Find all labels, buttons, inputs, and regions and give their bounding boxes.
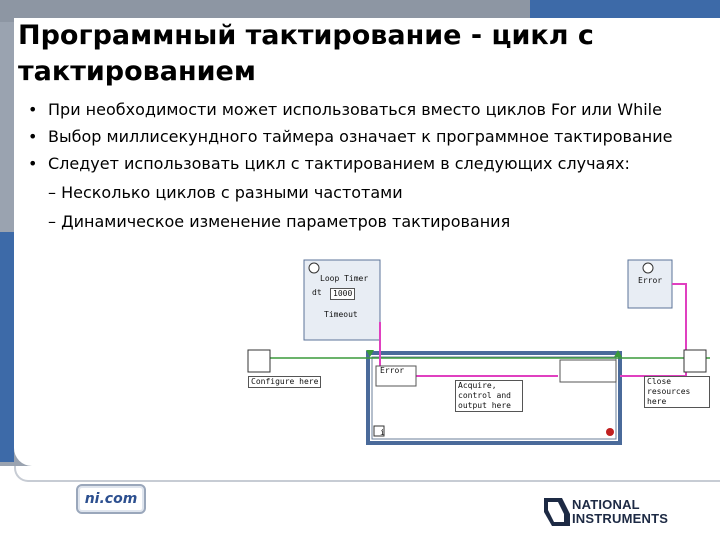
acquire-label: Acquire, control and output here	[455, 380, 523, 412]
timing-label: Timeout	[324, 310, 358, 319]
slide-title: Программный тактирование - цикл с тактированием	[18, 20, 594, 87]
close-label: Close resources here	[644, 376, 710, 408]
brand-line: NATIONAL	[572, 497, 640, 512]
ni-brand-text	[572, 498, 668, 526]
acquire-node	[560, 360, 616, 382]
stop-terminal	[606, 428, 614, 436]
error-label: Error	[638, 276, 663, 285]
bullet-list	[28, 98, 698, 239]
configure-label: Configure here	[248, 376, 321, 388]
bullet-item: • Следует использовать цикл с тактированием в следующих случаях:	[28, 152, 698, 175]
error-label: Error	[380, 366, 405, 375]
sub-bullet-item: – Динамическое изменение параметров тактирования	[48, 212, 511, 231]
footer-divider	[14, 466, 720, 482]
bullet-item: • При необходимости может использоваться вместо циклов For или While	[28, 98, 698, 121]
ni-com-link[interactable]: ni.com	[76, 484, 146, 514]
timed-loop-diagram	[240, 258, 710, 448]
brand-line: INSTRUMENTS	[572, 511, 669, 526]
top-accent-stripe	[530, 0, 720, 18]
sub-bullet-item: – Несколько циклов с разными частотами	[48, 183, 403, 202]
bullet-item: • Выбор миллисекундного таймера означает к программное тактирование	[28, 125, 698, 148]
timing-label: 1000	[330, 288, 355, 300]
timing-label: dt	[312, 288, 322, 297]
timing-label: Loop Timer	[320, 274, 369, 283]
close-icon	[684, 350, 706, 372]
configure-icon	[248, 350, 270, 372]
iteration-label: i	[380, 428, 385, 437]
left-accent-stripe	[0, 232, 14, 462]
